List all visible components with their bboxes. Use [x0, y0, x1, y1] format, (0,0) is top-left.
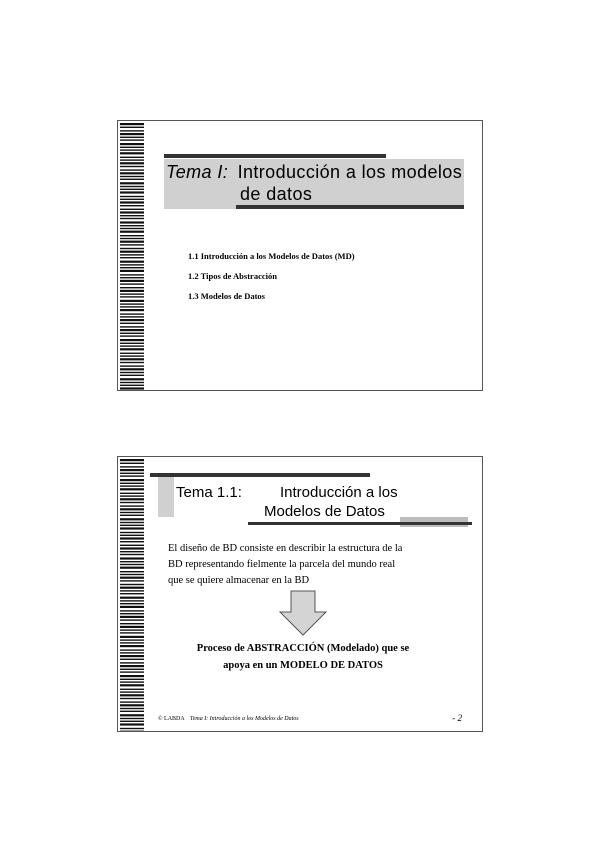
footer-course: Tema I: Introducción a los Modelos de Datos [189, 716, 299, 722]
page-number: - 2 [452, 713, 462, 723]
footer [158, 716, 468, 722]
slide-title [166, 161, 478, 183]
topic-item: 1.1 Introducción a los Modelos de Datos (MD) [188, 251, 355, 261]
body-line: que se quiere almacenar en la BD [168, 575, 310, 586]
topic-list [188, 251, 355, 311]
slide-1 [117, 120, 483, 391]
body-paragraph [168, 541, 402, 589]
title-prefix: Tema I: [166, 162, 229, 182]
slide-2 [117, 456, 483, 732]
title-main: Introducción a los modelos [237, 162, 463, 182]
topic-item: 1.3 Modelos de Datos [188, 291, 265, 301]
topic-item: 1.2 Tipos de Abstracción [188, 271, 277, 281]
title-top-rule [150, 473, 370, 477]
slide-title-line1: Introducción a los [280, 484, 398, 501]
body-line: BD representando fielmente la parcela del mundo real [168, 559, 396, 570]
conclusion-line: apoya en un MODELO DE DATOS [223, 660, 383, 671]
conclusion-line: Proceso de ABSTRACCIÓN (Modelado) que se [196, 643, 410, 654]
down-arrow-icon [278, 590, 328, 636]
barcode-decoration [118, 457, 158, 731]
slide-title-line2: Modelos de Datos [264, 503, 385, 520]
slide-title-number: Tema 1.1: [176, 484, 242, 501]
title-bottom-rule [236, 205, 464, 209]
slide-title-line2: de datos [240, 184, 313, 204]
title-accent-box [158, 477, 174, 517]
title-bottom-rule [248, 522, 472, 525]
footer-copyright: © LABDA [158, 716, 185, 722]
barcode-decoration [118, 121, 158, 390]
body-line: El diseño de BD consiste en describir la estructura de la [168, 543, 403, 554]
title-top-rule [164, 154, 386, 158]
conclusion-text [158, 640, 448, 674]
